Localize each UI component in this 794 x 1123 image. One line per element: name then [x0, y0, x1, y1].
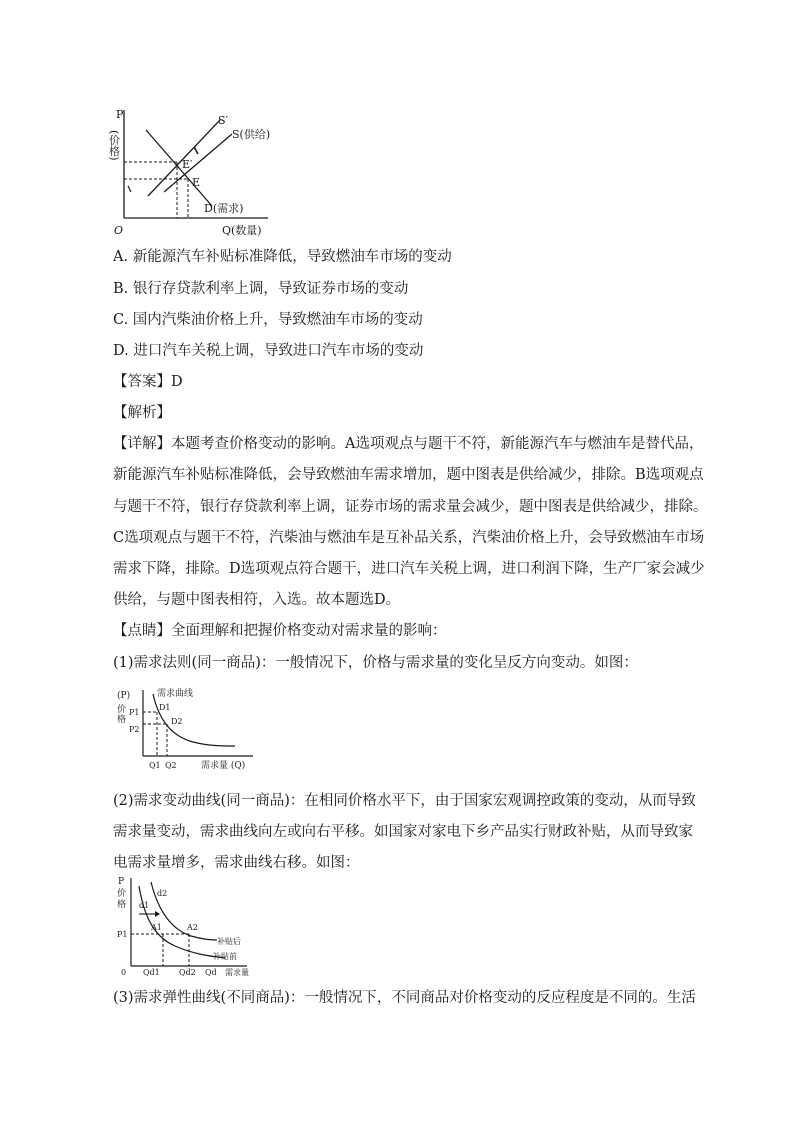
fig2-p1: P1 [129, 708, 140, 717]
fig2-y-label-2: 格 [117, 715, 127, 725]
detail-line-4: C选项观点与题干不符，汽柴油与燃油车是互补品关系，汽柴油价格上升，会导致燃油车市场 [113, 530, 705, 546]
option-d: D. 进口汽车关税上调，导致进口汽车市场的变动 [113, 343, 424, 359]
supply-shift-figure [108, 106, 278, 238]
fig3-d2: d2 [157, 889, 168, 898]
fig3-origin: 0 [121, 968, 127, 977]
fig3-before-label: 补贴前 [213, 952, 237, 961]
detail-line-5: 需求下降，排除。D选项观点符合题干，进口汽车关税上调，进口利润下降，生产厂家会减少 [113, 561, 705, 577]
detail-line-6: 供给，与题中图表相符，入选。故本题选D。 [113, 592, 401, 608]
demand-shift-figure [113, 872, 263, 980]
point-2-line-3: 电需求量增多，需求曲线右移。如图： [113, 855, 360, 871]
fig3-qd1: Qd1 [143, 968, 160, 977]
fig1-s-prime-label: S′ [218, 114, 229, 127]
fig3-x-axis-label: 需求量 [225, 968, 249, 977]
fig2-y-label-1: 价 [117, 705, 127, 715]
demand-law-figure [113, 686, 255, 776]
fig2-p-label: (P) [117, 691, 131, 701]
point-2-line-1: (2)需求变动曲线(同一商品)：在相同价格水平下，由于国家宏观调控政策的变动，从而导致 [113, 793, 696, 809]
point-1: (1)需求法则(同一商品)：一般情况下，价格与需求量的变化呈反方向变动。如图： [113, 655, 638, 671]
tip-line: 【点睛】全面理解和把握价格变动对需求量的影响： [113, 623, 447, 639]
fig3-a1: A1 [151, 923, 162, 932]
fig2-x-axis-label: 需求量 (Q) [201, 761, 246, 771]
option-a: A. 新能源汽车补贴标准降低，导致燃油车市场的变动 [113, 249, 452, 265]
fig2-d2: D2 [171, 717, 183, 726]
detail-line-1: 【详解】本题考查价格变动的影响。A选项观点与题干不符，新能源汽车与燃油车是替代品， [113, 436, 704, 452]
fig1-x-axis-label: Q(数量) [222, 224, 262, 237]
fig3-p-label: P [118, 877, 125, 887]
point-3: (3)需求弹性曲线(不同商品)：一般情况下，不同商品对价格变动的反应程度是不同的。生活 [113, 990, 696, 1006]
fig3-qd: Qd [205, 968, 217, 977]
detail-line-2: 新能源汽车补贴标准降低，会导致燃油车需求增加，题中图表是供给减少，排除。B选项观点 [113, 467, 704, 483]
fig3-y-label-1: 价 [117, 889, 127, 899]
answer-line: 【答案】D [113, 374, 183, 390]
fig1-origin: O [114, 224, 124, 237]
fig1-d-label: D(需求) [204, 202, 244, 215]
fig2-q1: Q1 [149, 761, 161, 770]
supply-shift-diagram [108, 106, 278, 238]
fig2-q2: Q2 [165, 761, 177, 770]
fig3-d1: d1 [139, 901, 150, 910]
fig3-after-label: 补贴后 [217, 937, 241, 946]
fig2-d1: D1 [159, 703, 171, 712]
fig3-qd2: Qd2 [179, 968, 196, 977]
fig1-price-axis-label: (价格) [108, 130, 121, 161]
fig1-e-label: E [192, 176, 201, 189]
fig1-price-p: P [116, 108, 124, 121]
fig1-e-prime-label: E′ [182, 158, 193, 171]
analysis-heading: 【解析】 [113, 405, 171, 421]
point-2-line-2: 需求量变动，需求曲线向左或向右平移。如国家对家电下乡产品实行财政补贴，从而导致家 [113, 824, 693, 840]
fig1-s-label: S(供给) [232, 128, 271, 141]
fig2-p2: P2 [129, 725, 140, 734]
fig3-y-label-2: 格 [117, 900, 127, 910]
fig3-a2: A2 [187, 923, 198, 932]
fig3-p1: P1 [117, 930, 128, 939]
fig2-curve-label: 需求曲线 [157, 689, 194, 699]
demand-law-diagram [113, 686, 255, 776]
option-b: B. 银行存贷款利率上调，导致证券市场的变动 [113, 281, 409, 297]
option-c: C. 国内汽柴油价格上升，导致燃油车市场的变动 [113, 312, 423, 328]
detail-line-3: 与题干不符，银行存贷款利率上调，证券市场的需求量会减少，题中图表是供给减少，排除。 [113, 499, 708, 515]
demand-shift-diagram [113, 872, 263, 980]
